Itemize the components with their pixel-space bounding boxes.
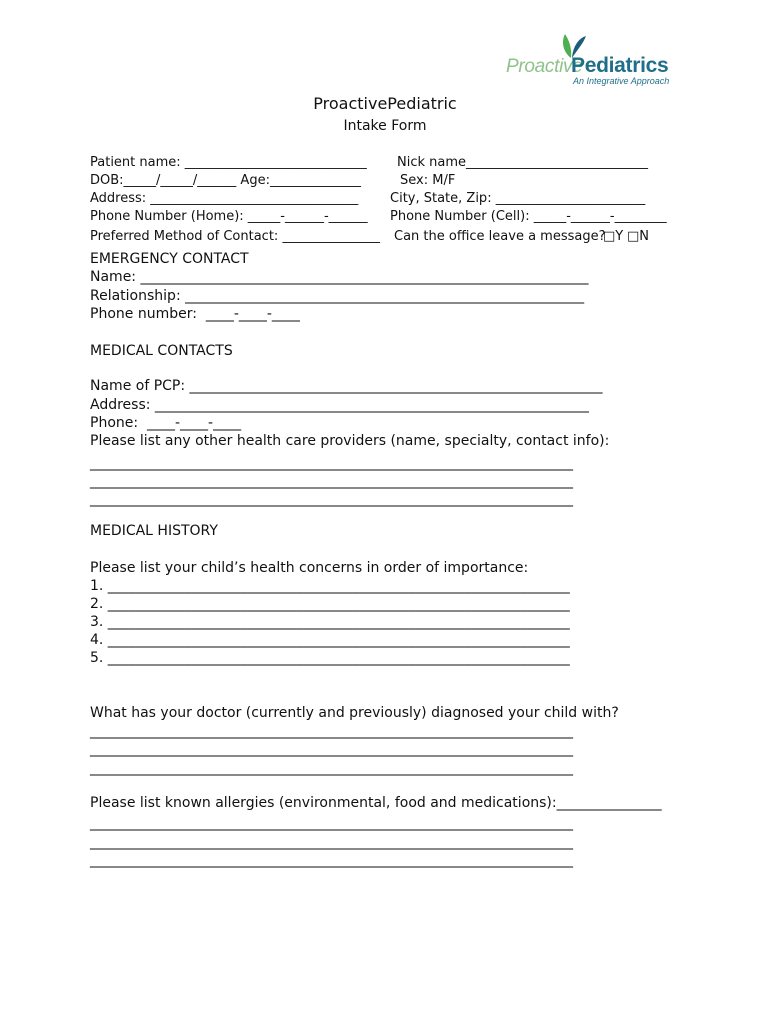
leave-message-question: Can the office leave a message? <box>394 229 606 244</box>
nick-name-field[interactable]: Nick name____________________________ <box>397 155 649 170</box>
home-phone-field[interactable]: Phone Number (Home): _____-______-______ <box>90 209 368 224</box>
other-providers-line[interactable]: _____________________________________________________________________ <box>90 491 573 507</box>
logo-word-pediatrics: Pediatrics <box>571 54 669 77</box>
health-concern-line-4[interactable]: 4. __________________________________________________________________ <box>90 632 570 648</box>
pcp-address-field[interactable]: Address: ______________________________________________________________ <box>90 397 589 413</box>
proactive-pediatrics-logo <box>503 32 673 88</box>
leave-message-yes-checkbox[interactable]: □Y <box>603 229 624 244</box>
city-state-zip-field[interactable]: City, State, Zip: _______________________ <box>390 191 646 206</box>
diagnosis-line[interactable]: _____________________________________________________________________ <box>90 741 573 757</box>
form-title: ProactivePediatric <box>313 94 457 113</box>
allergies-line[interactable]: _____________________________________________________________________ <box>90 834 573 850</box>
dob-age-field[interactable]: DOB:_____/_____/______ Age:______________ <box>90 173 361 188</box>
logo-word-proactive: Proactive <box>506 56 583 77</box>
diagnosis-prompt: What has your doctor (currently and previously) diagnosed your child with? <box>90 705 619 721</box>
address-field[interactable]: Address: ________________________________ <box>90 191 359 206</box>
emergency-phone-field[interactable]: Phone number: ____-____-____ <box>90 306 300 322</box>
diagnosis-line[interactable]: _____________________________________________________________________ <box>90 723 573 739</box>
pcp-phone-field[interactable]: Phone: ____-____-____ <box>90 415 242 431</box>
pcp-name-field[interactable]: Name of PCP: ___________________________________________________________ <box>90 378 603 394</box>
medical-contacts-heading: MEDICAL CONTACTS <box>90 343 233 359</box>
health-concerns-prompt: Please list your child’s health concerns in order of importance: <box>90 560 529 576</box>
leave-message-no-checkbox[interactable]: □N <box>627 229 650 244</box>
medical-history-heading: MEDICAL HISTORY <box>90 523 218 539</box>
patient-name-field[interactable]: Patient name: ____________________________ <box>90 155 367 170</box>
logo-tagline: An Integrative Approach <box>573 76 670 86</box>
allergies-line[interactable]: _____________________________________________________________________ <box>90 852 573 868</box>
other-providers-prompt: Please list any other health care providers (name, specialty, contact info): <box>90 433 610 449</box>
cell-phone-field[interactable]: Phone Number (Cell): _____-______-________ <box>390 209 667 224</box>
emergency-contact-heading: EMERGENCY CONTACT <box>90 251 249 267</box>
health-concern-line-1[interactable]: 1. __________________________________________________________________ <box>90 578 570 594</box>
health-concern-line-3[interactable]: 3. __________________________________________________________________ <box>90 614 570 630</box>
emergency-relationship-field[interactable]: Relationship: _________________________________________________________ <box>90 288 585 304</box>
health-concern-line-5[interactable]: 5. __________________________________________________________________ <box>90 650 570 666</box>
allergies-line[interactable]: _____________________________________________________________________ <box>90 815 573 831</box>
preferred-contact-field[interactable]: Preferred Method of Contact: _______________ <box>90 229 380 244</box>
other-providers-line[interactable]: _____________________________________________________________________ <box>90 473 573 489</box>
emergency-name-field[interactable]: Name: ________________________________________________________________ <box>90 269 589 285</box>
form-subtitle: Intake Form <box>343 118 427 134</box>
other-providers-line[interactable]: _____________________________________________________________________ <box>90 455 573 471</box>
health-concern-line-2[interactable]: 2. __________________________________________________________________ <box>90 596 570 612</box>
diagnosis-line[interactable]: _____________________________________________________________________ <box>90 760 573 776</box>
allergies-prompt[interactable]: Please list known allergies (environmental, food and medications):_______________ <box>90 795 662 811</box>
sex-field[interactable]: Sex: M/F <box>400 173 456 188</box>
